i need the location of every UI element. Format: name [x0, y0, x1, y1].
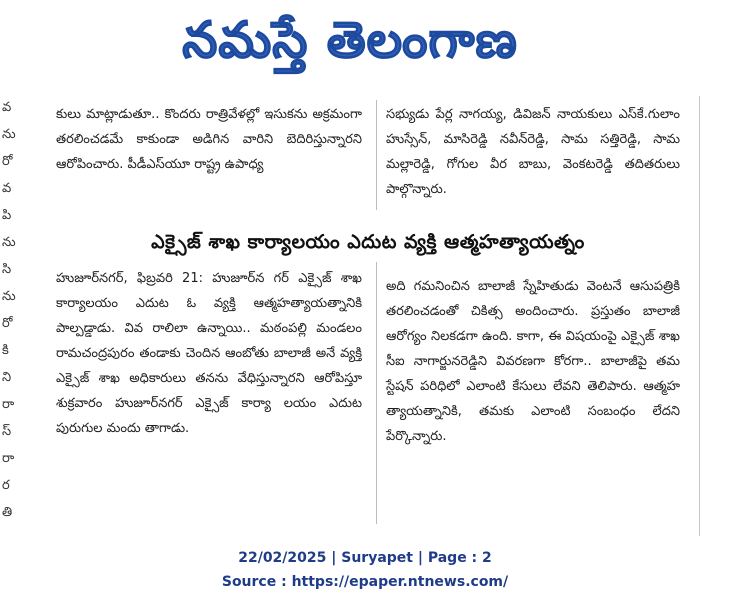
previous-article-left-column: కులు మాట్లాడుతూ.. కొందరు రాత్రివేళల్లో ఇసుకను అక్రమంగా తరలించడమే కాకుండా అడిగిన వారిని బెదిరిస్తున్నారని ఆరోపించారు. పీడీఎస్‌యూ రాష్ట్ర ఉపాధ్య [56, 107, 362, 172]
edge-fragment: ని [2, 370, 12, 385]
edge-fragment: వ [2, 100, 12, 115]
article-headline: ఎక్సైజ్ శాఖ కార్యాలయం ఎదుట వ్యక్తి ఆత్మహత్యాయత్నం [151, 231, 585, 253]
footer [0, 546, 730, 594]
edge-fragment: రో [2, 154, 13, 169]
edge-fragment: సి [2, 262, 12, 277]
previous-article-right-column: సభ్యుడు పేర్ల నాగయ్య, డివిజన్ నాయకులు ఎస్‌కే.గులాం హుస్సేన్, మాసిరెడ్డి నవీన్‌రెడ్డి, సామ సత్తిరెడ్డి, సామ మల్లారెడ్డి, గోగుల వీర బాబు, వెంకటరెడ్డి తదితరులు పాల్గొన్నారు. [386, 107, 680, 197]
edition-info: 22/02/2025 | Suryapet | Page : 2 [238, 550, 492, 566]
edge-fragment: ర [2, 478, 10, 493]
column-divider [376, 262, 377, 524]
edge-fragment: పి [2, 208, 12, 223]
edge-fragment: రా [2, 397, 15, 412]
article-body-left-column: హుజూర్‌నగర్, ఫిబ్రవరి 21: హుజూర్‌న గర్ ఎక్సైజ్ శాఖ కార్యాలయం ఎదుట ఓ వ్యక్తి ఆత్మహత్యాయత్నానికి పాల్పడ్డాడు. వివ రాలిలా ఉన్నాయి.. మఠంపల్లి మండలం రామచంద్రపురం తండాకు చెందిన ఆంబోతు బాలాజీ అనే వ్యక్తి ఎక్సైజ్ శాఖ అధికారులు తనను వేధిస్తున్నారని ఆరోపిస్తూ శుక్రవారం హుజూర్‌నగర్ ఎక్సైజ్ కార్యా లయం ఎదుట పురుగుల మందు తాగాడు. [56, 271, 362, 436]
edge-fragment: ను [2, 235, 16, 250]
article-body-right-column: అది గమనించిన బాలాజీ స్నేహితుడు వెంటనే ఆసుపత్రికి తరలించడంతో చికిత్స అందించారు. ప్రస్తుతం బాలాజీ ఆరోగ్యం నిలకడగా ఉంది. కాగా, ఈ విషయంపై ఎక్సైజ్ శాఖ సీఐ నాగార్జునరెడ్డిని వివరణగా కోరగా.. బాలాజీపై తమ స్టేషన్ పరిధిలో ఎలాంటి కేసులు లేవని తెలిపారు. ఆత్మహ త్యాయత్నానికి, తమకు ఎలాంటి సంబంధం లేదని పేర్కొన్నారు. [386, 279, 680, 444]
edge-fragment: కి [2, 343, 9, 358]
edge-fragment: ను [2, 127, 16, 142]
newspaper-logo: నమస్తే తెలంగాణ [182, 11, 518, 69]
column-divider [376, 100, 377, 210]
edge-fragment: తి [2, 505, 13, 520]
edge-fragment: ను [2, 289, 16, 304]
edge-fragment: రా [2, 451, 15, 466]
masthead [0, 0, 730, 80]
source-link[interactable]: Source : https://epaper.ntnews.com/ [221, 574, 509, 590]
edge-fragment: స్ [2, 424, 12, 439]
edge-fragment: వ [2, 181, 12, 196]
cropped-adjacent-column [0, 96, 14, 536]
edge-fragment: రో [2, 316, 13, 331]
